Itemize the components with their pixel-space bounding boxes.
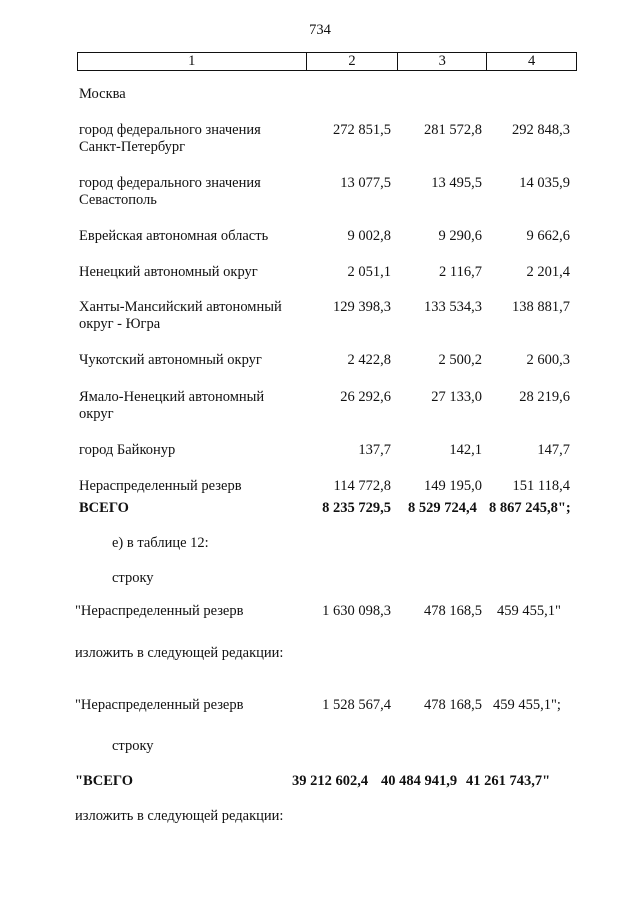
izlozhit-text: изложить в следующей редакции: — [75, 808, 284, 824]
column-header-3: 3 — [398, 53, 487, 70]
row-value-col4: 147,7 — [537, 442, 570, 458]
row-value-col4: 138 881,7 — [512, 299, 570, 315]
row-label: Москва — [79, 86, 126, 102]
row-value-col3: 133 534,3 — [424, 299, 482, 315]
row-value-col2: 2 051,1 — [347, 264, 391, 280]
row-label: округ - Югра — [79, 316, 161, 332]
reserve-old-col3: 478 168,5 — [424, 603, 482, 619]
row-value-col3: 281 572,8 — [424, 122, 482, 138]
vsego-col3: 40 484 941,9 — [381, 773, 458, 789]
row-value-col2: 9 002,8 — [347, 228, 391, 244]
total-value-col4: 8 867 245,8"; — [489, 500, 571, 516]
column-header-table — [77, 52, 577, 71]
row-value-col3: 27 133,0 — [431, 389, 482, 405]
reserve-new-col3: 478 168,5 — [424, 697, 482, 713]
column-header-1: 1 — [78, 53, 307, 70]
row-label: Нераспределенный резерв — [79, 478, 242, 494]
row-value-col3: 2 116,7 — [439, 264, 482, 280]
row-value-col3: 149 195,0 — [424, 478, 482, 494]
reserve-old-label: "Нераспределенный резерв — [75, 603, 244, 619]
row-value-col2: 26 292,6 — [340, 389, 391, 405]
row-label: город Байконур — [79, 442, 176, 458]
row-label: Ямало-Ненецкий автономный — [79, 389, 265, 405]
row-label: Ханты-Мансийский автономный — [79, 299, 282, 315]
total-label: ВСЕГО — [79, 500, 129, 516]
row-value-col2: 13 077,5 — [340, 175, 391, 191]
vsego-col2: 39 212 602,4 — [292, 773, 369, 789]
row-value-col4: 14 035,9 — [519, 175, 570, 191]
row-label: округ — [79, 406, 114, 422]
reserve-new-col4: 459 455,1"; — [493, 697, 561, 713]
reserve-old-col4: 459 455,1" — [497, 603, 561, 619]
page-number: 734 — [309, 22, 331, 38]
stroku-text: строку — [112, 738, 154, 754]
row-value-col4: 9 662,6 — [526, 228, 570, 244]
row-value-col4: 292 848,3 — [512, 122, 570, 138]
amendment-item-e: е) в таблице 12: — [112, 535, 209, 551]
vsego-label: "ВСЕГО — [75, 773, 134, 789]
row-label: Чукотский автономный округ — [79, 352, 262, 368]
row-value-col4: 151 118,4 — [512, 478, 570, 494]
row-value-col4: 28 219,6 — [519, 389, 570, 405]
row-value-col4: 2 201,4 — [526, 264, 570, 280]
stroku-text: строку — [112, 570, 154, 586]
reserve-new-col2: 1 528 567,4 — [322, 697, 391, 713]
row-value-col3: 13 495,5 — [431, 175, 482, 191]
row-label: город федерального значения — [79, 122, 261, 138]
row-label: город федерального значения — [79, 175, 261, 191]
row-value-col3: 9 290,6 — [438, 228, 482, 244]
total-value-col3: 8 529 724,4 — [408, 500, 477, 516]
column-header-4: 4 — [527, 53, 536, 69]
row-value-col4: 2 600,3 — [526, 352, 570, 368]
row-value-col3: 2 500,2 — [438, 352, 482, 368]
row-value-col2: 129 398,3 — [333, 299, 391, 315]
vsego-col4: 41 261 743,7" — [466, 773, 551, 789]
row-value-col2: 137,7 — [358, 442, 391, 458]
row-label: Ненецкий автономный округ — [79, 264, 258, 280]
row-value-col2: 114 772,8 — [333, 478, 391, 494]
total-value-col2: 8 235 729,5 — [322, 500, 391, 516]
row-label: Санкт-Петербург — [79, 139, 186, 155]
row-value-col2: 2 422,8 — [347, 352, 391, 368]
reserve-old-col2: 1 630 098,3 — [322, 603, 391, 619]
reserve-new-label: "Нераспределенный резерв — [75, 697, 244, 713]
row-label: Еврейская автономная область — [79, 228, 269, 244]
row-value-col3: 142,1 — [449, 442, 482, 458]
column-header-2: 2 — [307, 53, 399, 70]
row-label: Севастополь — [79, 192, 157, 208]
row-value-col2: 272 851,5 — [333, 122, 391, 138]
izlozhit-text: изложить в следующей редакции: — [75, 645, 284, 661]
